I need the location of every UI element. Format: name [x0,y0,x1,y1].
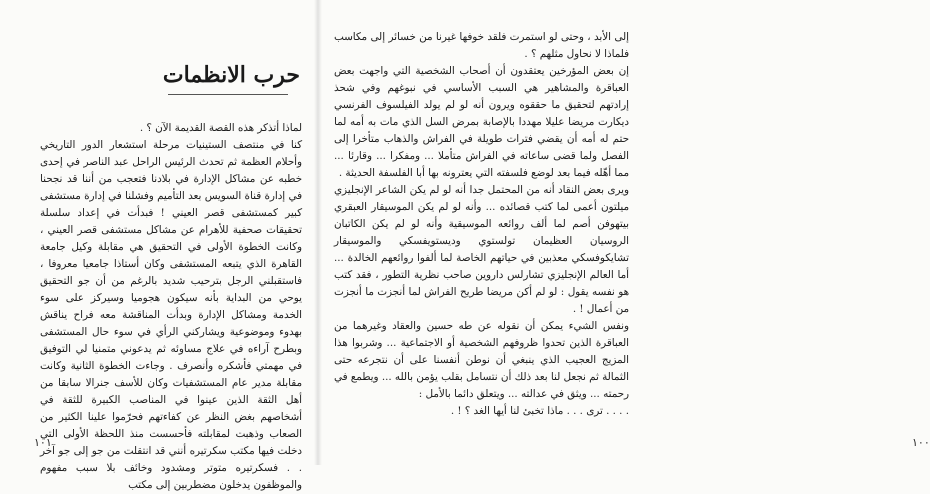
watermark: ​ [91,196,122,245]
left-page [0,0,312,491]
paragraph: إن بعض المؤرخين يعتقدون أن أصحاب الشخصية التي واجهت بعض العباقرة والمشاهير هي السبب الأساسي في نبوغهم وفي شحذ إرادتهم لتحقيق ما حققوه ويرون أنه لو لم يولد الفيلسوف الفرنسي ديكارت مريضا عليلا مهددا بالإصابة بمرض السل الذي مات به أمه لما حتم له أمه أن يقضي فترات طويلة في الفراش والذهاب متأخرا إلى الفصل ولما قضى ساعاته في الفراش متأملا ... ومفكرا ... وقارئا ... مما أهّله فيما بعد لوضع فلسفته التي يعترونه بها أبا الفلسفة الحديثة . [334,65,629,179]
paragraph: كنا في منتصف الستينيات مرحلة استشعار الدور التاريخي وأحلام العظمة ثم تحدث الرئيس الراحل عبد الناصر في إحدى خطبه عن مشاكل الإدارة في بلادنا فتعجب من أننا قد نجحنا في إدارة قناة السويس بعد التأميم وفشلنا في إدارة مستشفى كبير كمستشفى قصر العيني ! فبدأت في إعداد سلسلة تحقيقات صحفية للأهرام عن مشاكل مستشفى قصر العيني ، وكانت الخطوة الأولى في التحقيق هي مقابلة وكيل جامعة القاهرة الذي يتبعه المستشفى وكان أستاذا جامعيا معروفا ، فاستقبلني الرجل بترحيب شديد بالرغم من أن جو التحقيق يوحي من البداية بأنه سيكون هجوميا وسيركز على سوء الخدمة ومشاكل الإدارة وبدأت المناقشة معه فراح يناقش بهدوء وموضوعية ويشاركني الرأي في سوء حال المستشفى وبطرح آراءه في علاج مساوئه ثم يدعوني متمنيا لي التوفيق في مهمتي فأشكره وأنصرف . وجاءت الخطوة الثانية وكانت مقابلة مدير عام المستشفيات وكان للأسف جنرالا سابقا من أهل الثقة الذين عينوا في المناصب الكبيرة للثقة في أشخاصهم بغض النظر عن كفاءتهم فحرّموا علينا الكثير من الصعاب وذهبت لمقابلته فأحسست منذ اللحظة الأولى التي دخلت فيها مكتب سكرتيره أنني قد انتقلت من جو إلى جو آخر . . فسكرتيره متوتر ومشدود وخائف بلا سبب مفهوم والموظفون يدخلون مضطربين إلى مكتب [40,139,302,491]
paragraph: . . . . ترى . . . ماذا تخبئ لنا أيها الغد ؟ ! . [450,405,629,417]
right-page-text [334,29,629,420]
paragraph: إلى الأبد ، وحتى لو استمرت فلقد خوفها غيرنا من خسائر إلى مكاسب فلماذا لا نحاول مثلهم ؟ . [334,31,629,60]
left-page-text [40,120,302,494]
right-page [324,0,930,465]
page-number-left: ١٠١ [34,436,52,449]
page-number-right: ١٠٠ [912,436,930,449]
paragraph: لماذا أتذكر هذه القصة القديمة الآن ؟ . [139,122,302,134]
chapter-heading: حرب الانظمات [162,62,300,88]
heading-ornament [168,94,288,97]
paragraph: ونفس الشيء يمكن أن نقوله عن طه حسين والعقاد وغيرهما من العباقرة الذين تحدوا ظروفهم الشخصية أو الاجتماعية ... وشربوا هذا المزيج العجيب الذي ينبغي أن نوطن أنفسنا على أن نتجرعه حتى الثمالة ثم نجعل لنا بعد ذلك أن نتسامل بقلب يؤمن بالله ... ويطمع في رحمته ... ويثق في عدالته ... ويتعلق دائما بالأمل : [334,320,629,400]
book-gutter [314,0,322,465]
paragraph: ويرى بعض النقاد أنه من المحتمل جدا أنه لو لم يكن الشاعر الإنجليزي ميلتون أعمى لما كتب قصائده ... وأنه لو لم يكن الموسيقار العبقري بيتهوفن أصم لما ألف روائعه الموسيقية وأنه لو لم يكن الكاتبان الروسيان العظيمان تولستوي وديستويفسكي والموسيقار تشايكوفسكي معذبين في حياتهم الخاصة لما ألفوا روائعهم الخالدة ... أما العالم الإنجليزي تشارلس داروين صاحب نظرية التطور ، فقد كتب هو نفسه يقول : لو لم أكن مريضا طريح الفراش لما أنجزت ما أنجزت من أعمال ! . [334,184,629,315]
